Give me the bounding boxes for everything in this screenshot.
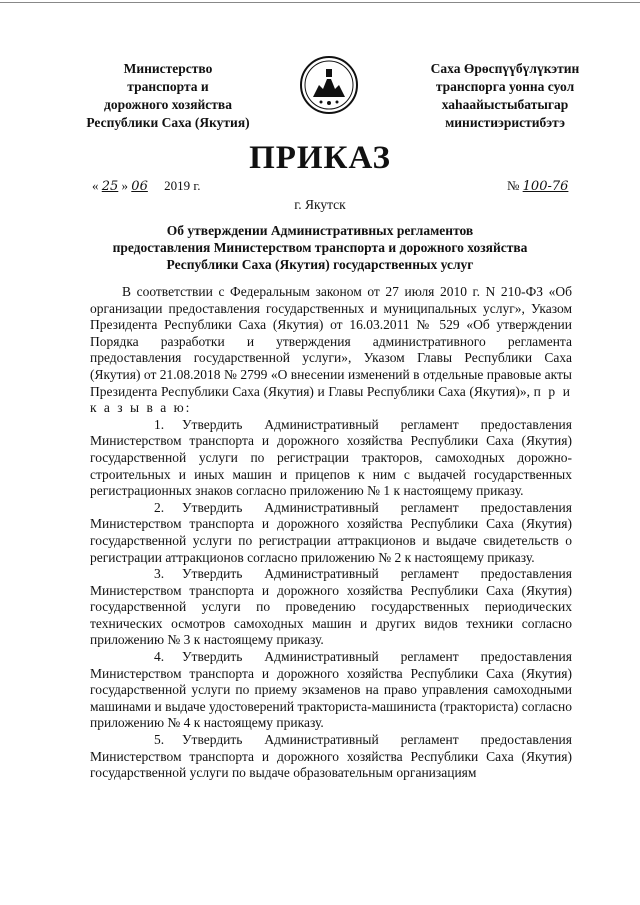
ministry-name-russian xyxy=(68,60,268,132)
subject-line: Республики Саха (Якутия) государственных услуг xyxy=(166,257,474,272)
order-item-3 xyxy=(90,566,572,649)
order-item-5 xyxy=(90,732,572,782)
subject-line: Об утверждении Административных регламентов xyxy=(166,223,474,238)
number-sign: № xyxy=(507,178,520,193)
header-left-line: Республики Саха (Якутия) xyxy=(86,115,250,130)
date-year: 2019 г. xyxy=(164,178,201,193)
order-item-4 xyxy=(90,649,572,732)
scan-top-edge xyxy=(0,2,640,3)
header-left-line: дорожного хозяйства xyxy=(104,97,232,112)
header-right-line: Саха Өрөспүүбүлүкэтин xyxy=(430,61,580,76)
city: г. Якутск xyxy=(294,197,346,212)
order-body xyxy=(90,284,572,782)
preamble-paragraph xyxy=(90,284,572,417)
item-number: 5. xyxy=(154,732,165,748)
preamble-text: В соответствии с Федеральным законом от 27 июля 2010 г. N 210-ФЗ «Об организации предоставления государственных и муниципальных услуг», Указом Президента Республики Саха (Якутия) от 16.03.2011 № 529 «Об утверждении Порядка разработки и утверждения административного регламента предоставления государственной услуги», Указом Главы Республики Саха (Якутия) от 21.08.2018 № 2799 «О внесении изменений в отдельные правовые акты Президента Республики Саха (Якутия) и Главы Республики Саха (Якутия)», xyxy=(90,284,572,399)
item-text: Утвердить Административный регламент предоставления Министерством транспорта и дорожного хозяйства Республики Саха (Якутия) государственной услуги по приему экзаменов на право управления самоходными машинами и выдаче удостоверений тракториста-машиниста (тракториста) согласно приложению № 4 к настоящему приказу. xyxy=(90,649,572,731)
date-day: 25 xyxy=(101,179,119,194)
order-word: п р и к а з ы в а ю: xyxy=(90,383,573,416)
item-number: 2. xyxy=(154,499,165,515)
order-subject xyxy=(90,222,550,273)
item-number: 3. xyxy=(154,566,165,582)
date-quote-open: « xyxy=(92,178,99,193)
header-right-line: хаһаайыстыбатыгар xyxy=(441,97,569,112)
header-right-line: транспорга уонна суол xyxy=(435,79,575,94)
item-text: Утвердить Административный регламент предоставления Министерством транспорта и дорожного хозяйства Республики Саха (Якутия) государственной услуги по проведению государственных периодических технических осмотров самоходных машин и других видов техники согласно приложению № 3 к настоящему приказу. xyxy=(90,566,572,648)
order-item-2 xyxy=(90,500,572,566)
item-number: 1. xyxy=(154,416,165,432)
ministry-name-yakut xyxy=(405,60,605,132)
order-date xyxy=(92,178,200,194)
date-quote-close: » xyxy=(121,178,129,193)
number-value: 100-76 xyxy=(522,179,569,194)
header-left-line: транспорта и xyxy=(127,79,209,94)
header-right-line: министиэристибэтэ xyxy=(445,115,565,130)
header-left-line: Министерство xyxy=(123,61,213,76)
item-text: Утвердить Административный регламент предоставления Министерством транспорта и дорожного хозяйства Республики Саха (Якутия) государственной услуги по выдаче образовательным организациям xyxy=(90,732,572,781)
coat-of-arms-emblem xyxy=(299,55,359,115)
item-number: 4. xyxy=(154,649,165,665)
date-month: 06 xyxy=(131,179,148,194)
item-text: Утвердить Административный регламент предоставления Министерством транспорта и дорожного хозяйства Республики Саха (Якутия) государственной услуги по регистрации аттракционов и выдаче свидетельств о регистрации аттракционов согласно приложению № 2 к настоящему приказу. xyxy=(90,499,572,565)
order-item-1 xyxy=(90,417,572,500)
subject-line: предоставления Министерством транспорта и дорожного хозяйства xyxy=(112,240,528,255)
document-title: ПРИКАЗ xyxy=(249,140,391,176)
order-number xyxy=(507,178,568,194)
item-text: Утвердить Административный регламент предоставления Министерством транспорта и дорожного хозяйства Республики Саха (Якутия) государственной услуги по регистрации тракторов, самоходных дорожно-строительных и иных машин и прицепов к ним с выдачей государственных регистрационных знаков согласно приложению № 1 к настоящему приказу. xyxy=(90,416,572,499)
